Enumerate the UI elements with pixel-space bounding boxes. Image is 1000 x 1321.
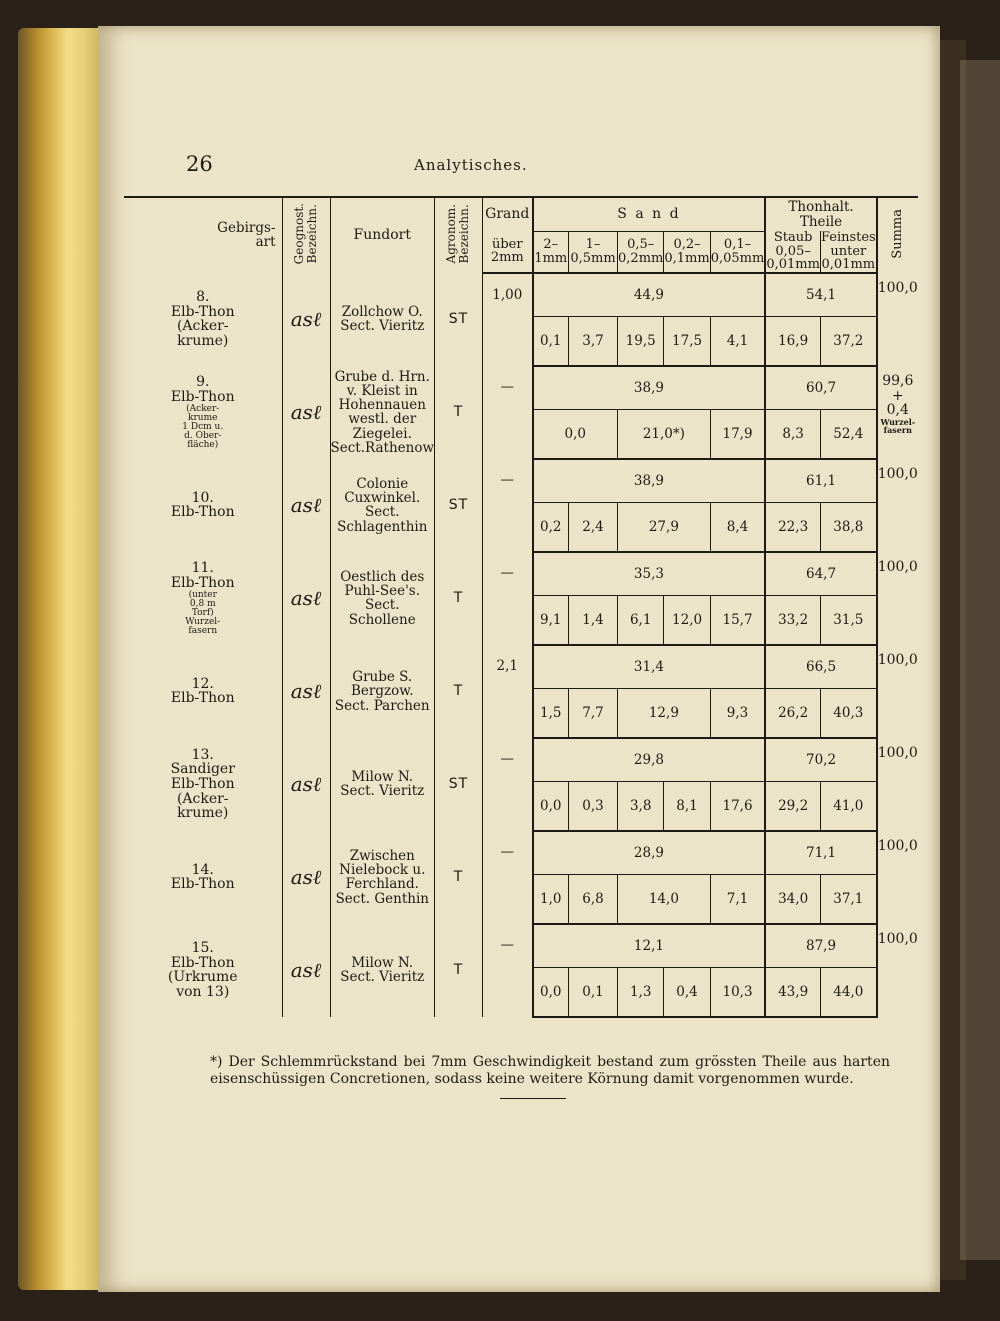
gebirgsart-text: (Urkrume: [167, 969, 238, 986]
col-agronom-header: Agronom. Bezeichn.: [435, 197, 483, 273]
sand-fraction: 0,1: [533, 316, 569, 366]
gebirgsart-cell: [124, 273, 282, 366]
row-number: 14.: [191, 861, 214, 878]
agronom-cell: T: [435, 645, 483, 738]
sand-fraction: 3,8: [618, 781, 664, 831]
gebirgsart-small: Wurzel-: [185, 616, 221, 627]
geognost-cell: asℓ: [282, 738, 330, 831]
col-grand-sub: über 2mm: [483, 231, 533, 273]
gebirgsart-cell: [124, 831, 282, 924]
gebirgsart-cell: [124, 366, 282, 459]
gebirgsart-text: Elb-Thon: [170, 776, 235, 793]
gebirgsart-text: Elb-Thon: [170, 690, 235, 707]
geognost-cell: asℓ: [282, 645, 330, 738]
sand-fraction: 3,7: [569, 316, 618, 366]
sand-fraction: 1,0: [533, 874, 569, 924]
fundort-cell: Zollchow O. Sect. Vieritz: [330, 273, 435, 366]
fundort-cell: Grube S. Bergzow. Sect. Parchen: [330, 645, 435, 738]
sand-fraction: 17,5: [664, 316, 710, 366]
staub-value: 22,3: [765, 502, 820, 552]
table-row: [124, 366, 918, 410]
sand-fraction: 0,3: [569, 781, 618, 831]
col-summa-header: Summa: [877, 197, 918, 273]
agronom-cell: ST: [435, 738, 483, 831]
summa-value: 100,0: [877, 558, 918, 575]
thon-total: 87,9: [765, 924, 876, 968]
fundort-cell: Grube d. Hrn. v. Kleist in Hohennauen westl. der Ziegelei. Sect.Rathenow: [330, 366, 435, 459]
gebirgsart-text: (Acker-: [176, 318, 229, 335]
summa-value: 100,0: [877, 279, 918, 296]
row-number: 8.: [196, 289, 210, 306]
sand-fraction: 2,4: [569, 502, 618, 552]
summa-cell: [877, 459, 918, 552]
agronom-cell: ST: [435, 459, 483, 552]
gebirgsart-small: 0,8 m: [189, 598, 216, 609]
summa-value: 100,0: [877, 930, 918, 947]
sand-total: 38,9: [533, 366, 766, 410]
running-title: Analytisches.: [414, 156, 528, 174]
row-number: 12.: [191, 675, 214, 692]
fundort-cell: Zwischen Nielebock u. Ferchland. Sect. Genthin: [330, 831, 435, 924]
geognost-cell: asℓ: [282, 366, 330, 459]
gebirgsart-text: Elb-Thon: [170, 574, 235, 591]
table-row: [124, 831, 918, 875]
table-row: [124, 645, 918, 689]
sand-total: 35,3: [533, 552, 766, 596]
feinstes-value: 41,0: [820, 781, 876, 831]
footnote-rule: [500, 1098, 566, 1099]
page-header: [0, 152, 1000, 182]
gebirgsart-text: Elb-Thon: [170, 303, 235, 320]
gebirgsart-text: von 13): [176, 984, 230, 1001]
sand-fraction: 12,0: [664, 595, 710, 645]
feinstes-value: 38,8: [820, 502, 876, 552]
grand-cell: 2,1: [483, 645, 533, 738]
col-staub: Staub 0,05– 0,01mm: [766, 230, 820, 273]
sand-fraction: 0,1: [569, 967, 618, 1017]
sand-total: 28,9: [533, 831, 766, 875]
sand-total: 31,4: [533, 645, 766, 689]
sand-fraction: 0,4: [664, 967, 710, 1017]
thon-total: 70,2: [765, 738, 876, 782]
gebirgsart-small: fläche): [187, 439, 219, 450]
table-row: [124, 738, 918, 782]
thon-total: 61,1: [765, 459, 876, 503]
sand-fraction: 17,6: [710, 781, 765, 831]
col-grand-header: Grand: [483, 197, 533, 231]
row-number: 10.: [191, 489, 214, 506]
col-sand-header: S a n d: [533, 197, 766, 231]
table-row: [124, 924, 918, 968]
summa-cell: [877, 552, 918, 645]
col-feinstes: Feinstes unter 0,01mm: [820, 230, 876, 273]
fundort-cell: Milow N. Sect. Vieritz: [330, 738, 435, 831]
gebirgsart-small: (unter: [188, 589, 217, 600]
sand-fraction: 8,4: [710, 502, 765, 552]
gebirgsart-small: Torf): [191, 607, 214, 618]
col-thonhalt-header: Thonhalt. Theile: [765, 197, 876, 231]
sand-fraction: 7,7: [569, 688, 618, 738]
col-geognost-header: Geognost. Bezeichn.: [282, 197, 330, 273]
col-sand-01-005: 0,1– 0,05mm: [710, 231, 765, 273]
summa-cell: [877, 273, 918, 366]
sand-fraction: 0,2: [533, 502, 569, 552]
sand-fraction: 6,8: [569, 874, 618, 924]
sand-total: 12,1: [533, 924, 766, 968]
gebirgsart-text: krume): [177, 805, 229, 822]
grand-cell: —: [483, 738, 533, 831]
summa-value: 100,0: [877, 465, 918, 482]
feinstes-value: 37,1: [820, 874, 876, 924]
table-row: [124, 552, 918, 596]
sand-fraction: 0,0: [533, 781, 569, 831]
sand-fraction: 14,0: [618, 874, 711, 924]
summa-cell: [877, 366, 918, 459]
feinstes-value: 37,2: [820, 316, 876, 366]
sand-fraction: 27,9: [618, 502, 711, 552]
grand-cell: —: [483, 552, 533, 645]
staub-value: 33,2: [765, 595, 820, 645]
row-number: 15.: [191, 940, 214, 957]
grand-cell: 1,00: [483, 273, 533, 366]
sand-fraction: 21,0*): [618, 409, 711, 459]
summa-extra: 0,4: [886, 402, 909, 419]
gebirgsart-small: krume: [188, 412, 218, 423]
sand-fraction: 4,1: [710, 316, 765, 366]
col-fundort-header: Fundort: [330, 197, 435, 273]
sand-fraction: 9,3: [710, 688, 765, 738]
agronom-cell: T: [435, 924, 483, 1017]
staub-value: 16,9: [765, 316, 820, 366]
feinstes-value: 52,4: [820, 409, 876, 459]
thon-total: 54,1: [765, 273, 876, 317]
footnote: *) Der Schlemmrückstand bei 7mm Geschwindigkeit bestand zum grössten Theile aus harten eisenschüssigen Concretionen, sodass keine weitere Körnung damit vorgenommen wurde.: [210, 1054, 890, 1087]
gebirgsart-text: Elb-Thon: [170, 504, 235, 521]
thon-total: 66,5: [765, 645, 876, 689]
gebirgsart-text: (Acker-: [176, 790, 229, 807]
feinstes-value: 40,3: [820, 688, 876, 738]
geognost-cell: asℓ: [282, 459, 330, 552]
fundort-cell: Colonie Cuxwinkel. Sect. Schlagenthin: [330, 459, 435, 552]
grand-cell: —: [483, 924, 533, 1017]
gebirgsart-text: Elb-Thon: [170, 954, 235, 971]
sand-fraction: 1,5: [533, 688, 569, 738]
geognost-cell: asℓ: [282, 552, 330, 645]
sand-fraction: 8,1: [664, 781, 710, 831]
geognost-cell: asℓ: [282, 831, 330, 924]
summa-value: 100,0: [877, 744, 918, 761]
summa-extra: +: [891, 387, 904, 404]
sand-fraction: 0,0: [533, 409, 618, 459]
row-number: 13.: [191, 746, 214, 763]
gebirgsart-small: d. Ober-: [184, 430, 222, 441]
feinstes-value: 44,0: [820, 967, 876, 1017]
row-number: 11.: [191, 560, 214, 577]
feinstes-value: 31,5: [820, 595, 876, 645]
summa-value: 100,0: [877, 837, 918, 854]
thon-total: 71,1: [765, 831, 876, 875]
gebirgsart-cell: [124, 924, 282, 1017]
sand-total: 38,9: [533, 459, 766, 503]
staub-value: 29,2: [765, 781, 820, 831]
gebirgsart-small: 1 Dcm u.: [182, 421, 224, 432]
sand-fraction: 1,4: [569, 595, 618, 645]
gebirgsart-small: (Acker-: [186, 403, 220, 414]
sand-total: 44,9: [533, 273, 766, 317]
sand-fraction: 15,7: [710, 595, 765, 645]
staub-value: 34,0: [765, 874, 820, 924]
gebirgsart-text: Elb-Thon: [170, 388, 235, 405]
grand-cell: —: [483, 831, 533, 924]
gebirgsart-cell: [124, 738, 282, 831]
sand-total: 29,8: [533, 738, 766, 782]
agronom-cell: T: [435, 366, 483, 459]
summa-cell: [877, 645, 918, 738]
sand-fraction: 10,3: [710, 967, 765, 1017]
next-page-edge: [960, 60, 1000, 1260]
col-sand-05-02: 0,5– 0,2mm: [618, 231, 664, 273]
fundort-cell: Oestlich des Puhl-See's. Sect. Schollene: [330, 552, 435, 645]
col-sand-2-1: 2– 1mm: [533, 231, 569, 273]
gebirgsart-small: fasern: [188, 625, 218, 636]
table-row: [124, 273, 918, 317]
geognost-cell: asℓ: [282, 924, 330, 1017]
geognost-cell: asℓ: [282, 273, 330, 366]
col-gebirgsart-header: Gebirgs- art: [124, 197, 282, 273]
gebirgsart-text: krume): [177, 333, 229, 350]
sand-fraction: 19,5: [618, 316, 664, 366]
sand-fraction: 0,0: [533, 967, 569, 1017]
summa-value: 100,0: [877, 651, 918, 668]
sand-fraction: 6,1: [618, 595, 664, 645]
sand-fraction: 12,9: [618, 688, 711, 738]
col-sand-1-05: 1– 0,5mm: [569, 231, 618, 273]
staub-value: 8,3: [765, 409, 820, 459]
summa-cell: [877, 924, 918, 1017]
summa-cell: [877, 738, 918, 831]
agronom-cell: ST: [435, 273, 483, 366]
gebirgsart-text: Elb-Thon: [170, 876, 235, 893]
thon-total: 64,7: [765, 552, 876, 596]
row-number: 9.: [196, 374, 210, 391]
table-row: [124, 459, 918, 503]
agronom-cell: T: [435, 552, 483, 645]
grand-cell: —: [483, 366, 533, 459]
sand-fraction: 1,3: [618, 967, 664, 1017]
gebirgsart-cell: [124, 645, 282, 738]
sand-fraction: 9,1: [533, 595, 569, 645]
sand-fraction: 7,1: [710, 874, 765, 924]
page-number: 26: [186, 152, 213, 176]
gebirgsart-text: Sandiger: [170, 761, 235, 778]
staub-value: 26,2: [765, 688, 820, 738]
analysis-table: [124, 196, 918, 1018]
staub-value: 43,9: [765, 967, 820, 1017]
thon-total: 60,7: [765, 366, 876, 410]
col-sand-02-01: 0,2– 0,1mm: [664, 231, 710, 273]
grand-cell: —: [483, 459, 533, 552]
fundort-cell: Milow N. Sect. Vieritz: [330, 924, 435, 1017]
summa-value: 99,6: [882, 372, 914, 389]
gebirgsart-cell: [124, 459, 282, 552]
agronom-cell: T: [435, 831, 483, 924]
gebirgsart-cell: [124, 552, 282, 645]
summa-cell: [877, 831, 918, 924]
sand-fraction: 17,9: [710, 409, 765, 459]
summa-note: Wurzel- fasern: [880, 416, 916, 435]
